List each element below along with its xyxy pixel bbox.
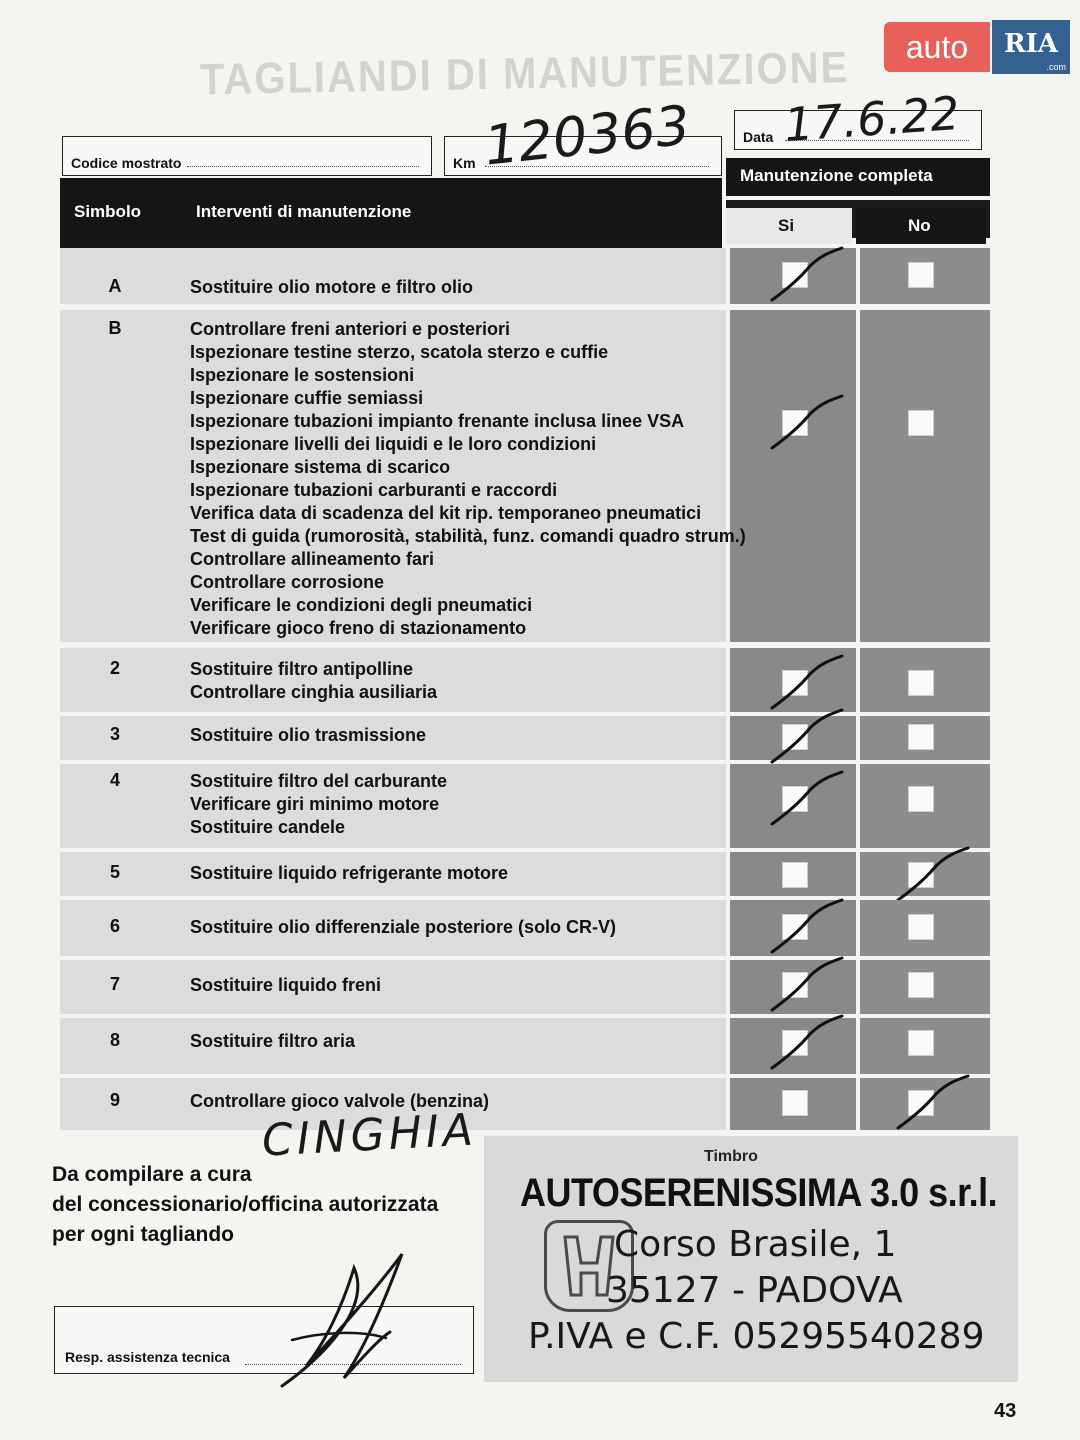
- header-no-cell: [856, 208, 986, 244]
- stamp-company: AUTOSERENISSIMA 3.0 s.r.l.: [520, 1169, 998, 1215]
- maintenance-item: Sostituire olio trasmissione: [190, 725, 427, 745]
- maintenance-item: Controllare cinghia ausiliaria: [190, 682, 438, 702]
- stamp-city: 35127 - PADOVA: [606, 1270, 903, 1311]
- timbro-label: Timbro: [704, 1148, 758, 1165]
- footer-line-1: Da compilare a cura: [52, 1163, 252, 1186]
- check-mark-icon: [892, 1072, 972, 1136]
- row-items: [190, 862, 508, 885]
- row-symbol: A: [108, 276, 122, 296]
- autoria-watermark-logo: [884, 20, 1070, 76]
- maintenance-item: Sostituire liquido refrigerante motore: [190, 863, 509, 883]
- maintenance-item: Ispezionare livelli dei liquidi e le loro condizioni: [190, 434, 597, 454]
- checkbox-no[interactable]: [908, 410, 934, 436]
- maintenance-table: [60, 166, 990, 1128]
- handwritten-note: CINGHIA: [260, 1104, 479, 1167]
- row-si-cell: [730, 310, 856, 642]
- row-items: [190, 916, 616, 939]
- maintenance-item: Sostituire filtro del carburante: [190, 771, 448, 791]
- footer-instructions: [52, 1160, 438, 1250]
- check-mark-icon: [766, 244, 846, 308]
- maintenance-item: Ispezionare cuffie semiassi: [190, 388, 424, 408]
- maintenance-item: Controllare allineamento fari: [190, 549, 435, 569]
- data-handwritten-value: 17.6.22: [782, 85, 962, 153]
- row-items: [190, 770, 447, 839]
- table-header-completa: [726, 158, 990, 196]
- maintenance-item: Verificare le condizioni degli pneumatici: [190, 595, 533, 615]
- col-no: No: [908, 216, 931, 235]
- maintenance-item: Test di guida (rumorosità, stabilità, funz. comandi quadro strum.): [190, 526, 746, 546]
- maintenance-item: Sostituire filtro aria: [190, 1031, 356, 1051]
- check-mark-icon: [892, 844, 972, 908]
- maintenance-item: Sostituire olio motore e filtro olio: [190, 277, 474, 297]
- table-row: [60, 764, 990, 848]
- col-si: Si: [778, 216, 795, 235]
- maintenance-item: Ispezionare testine sterzo, scatola sterzo e cuffie: [190, 342, 609, 362]
- check-mark-icon: [766, 768, 846, 832]
- col-interventi: Interventi di manutenzione: [196, 202, 412, 221]
- table-row: [60, 900, 990, 956]
- maintenance-item: Controllare gioco valvole (benzina): [190, 1091, 490, 1111]
- row-symbol: 5: [109, 862, 120, 882]
- checkbox-no[interactable]: [908, 972, 934, 998]
- maintenance-item: Verificare giri minimo motore: [190, 794, 440, 814]
- table-row: [60, 310, 990, 642]
- row-items: [190, 1030, 355, 1053]
- row-symbol: 2: [109, 658, 120, 678]
- watermark-com: .com: [1046, 62, 1066, 72]
- check-mark-icon: [766, 954, 846, 1018]
- row-items: [190, 724, 426, 747]
- header-si-cell: [726, 208, 852, 244]
- check-mark-icon: [766, 1012, 846, 1076]
- watermark-ria: [992, 20, 1070, 74]
- row-symbol: 7: [109, 974, 120, 994]
- row-items: [190, 318, 746, 640]
- watermark-ria-text: RIA: [1004, 29, 1058, 59]
- maintenance-item: Controllare freni anteriori e posteriori: [190, 319, 511, 339]
- checkbox-no[interactable]: [908, 724, 934, 750]
- table-row: [60, 1018, 990, 1074]
- table-row: [60, 648, 990, 712]
- ghost-page-title: TAGLIANDI DI MANUTENZIONE: [199, 43, 850, 105]
- row-symbol: 4: [109, 770, 120, 790]
- check-mark-icon: [766, 706, 846, 770]
- row-text-cell: [60, 960, 726, 1014]
- footer-line-2: del concessionario/officina autorizzata: [52, 1193, 439, 1216]
- row-items: [190, 974, 381, 997]
- row-symbol: 3: [109, 724, 120, 744]
- table-row: [60, 852, 990, 896]
- checkbox-si[interactable]: [782, 862, 808, 888]
- dealer-stamp: [484, 1136, 1018, 1382]
- km-handwritten-value: 120363: [481, 93, 693, 178]
- row-items: [190, 276, 473, 299]
- data-label: Data: [743, 129, 774, 145]
- maintenance-item: Ispezionare tubazioni impianto frenante inclusa linee VSA: [190, 411, 685, 431]
- check-mark-icon: [766, 392, 846, 456]
- maintenance-item: Controllare corrosione: [190, 572, 385, 592]
- checkbox-no[interactable]: [908, 670, 934, 696]
- handwritten-signature: [262, 1248, 422, 1398]
- check-mark-icon: [766, 896, 846, 960]
- codice-label: Codice mostrato: [71, 155, 182, 171]
- maintenance-item: Ispezionare tubazioni carburanti e raccordi: [190, 480, 558, 500]
- table-row: [60, 248, 990, 304]
- col-simbolo: Simbolo: [74, 202, 142, 221]
- km-label: Km: [453, 155, 476, 171]
- maintenance-item: Sostituire liquido freni: [190, 975, 382, 995]
- checkbox-no[interactable]: [908, 1030, 934, 1056]
- checkbox-no[interactable]: [908, 914, 934, 940]
- row-symbol: 6: [109, 916, 120, 936]
- row-symbol: 8: [109, 1030, 120, 1050]
- table-row: [60, 960, 990, 1014]
- checkbox-no[interactable]: [908, 262, 934, 288]
- watermark-auto: auto: [884, 22, 990, 72]
- row-text-cell: [60, 1018, 726, 1074]
- stamp-vat: P.IVA e C.F. 05295540289: [528, 1316, 985, 1357]
- footer-line-3: per ogni tagliando: [52, 1223, 234, 1246]
- maintenance-item: Ispezionare le sostensioni: [190, 365, 415, 385]
- maintenance-item: Sostituire olio differenziale posteriore (solo CR-V): [190, 917, 617, 937]
- maintenance-item: Verificare gioco freno di stazionamento: [190, 618, 527, 638]
- col-completa: Manutenzione completa: [740, 166, 933, 185]
- maintenance-item: Sostituire filtro antipolline: [190, 659, 414, 679]
- table-row: [60, 1078, 990, 1130]
- checkbox-si[interactable]: [782, 1090, 808, 1116]
- row-no-cell: [860, 310, 990, 642]
- maintenance-item: Sostituire candele: [190, 817, 346, 837]
- page-number: 43: [994, 1400, 1017, 1422]
- stamp-address: Corso Brasile, 1: [614, 1224, 897, 1265]
- maintenance-item: Ispezionare sistema di scarico: [190, 457, 451, 477]
- row-symbol: B: [108, 318, 122, 338]
- maintenance-item: Verifica data di scadenza del kit rip. temporaneo pneumatici: [190, 503, 702, 523]
- table-row: [60, 716, 990, 760]
- row-items: [190, 658, 437, 704]
- resp-label: Resp. assistenza tecnica: [65, 1349, 230, 1365]
- row-symbol: 9: [109, 1090, 120, 1110]
- checkbox-no[interactable]: [908, 786, 934, 812]
